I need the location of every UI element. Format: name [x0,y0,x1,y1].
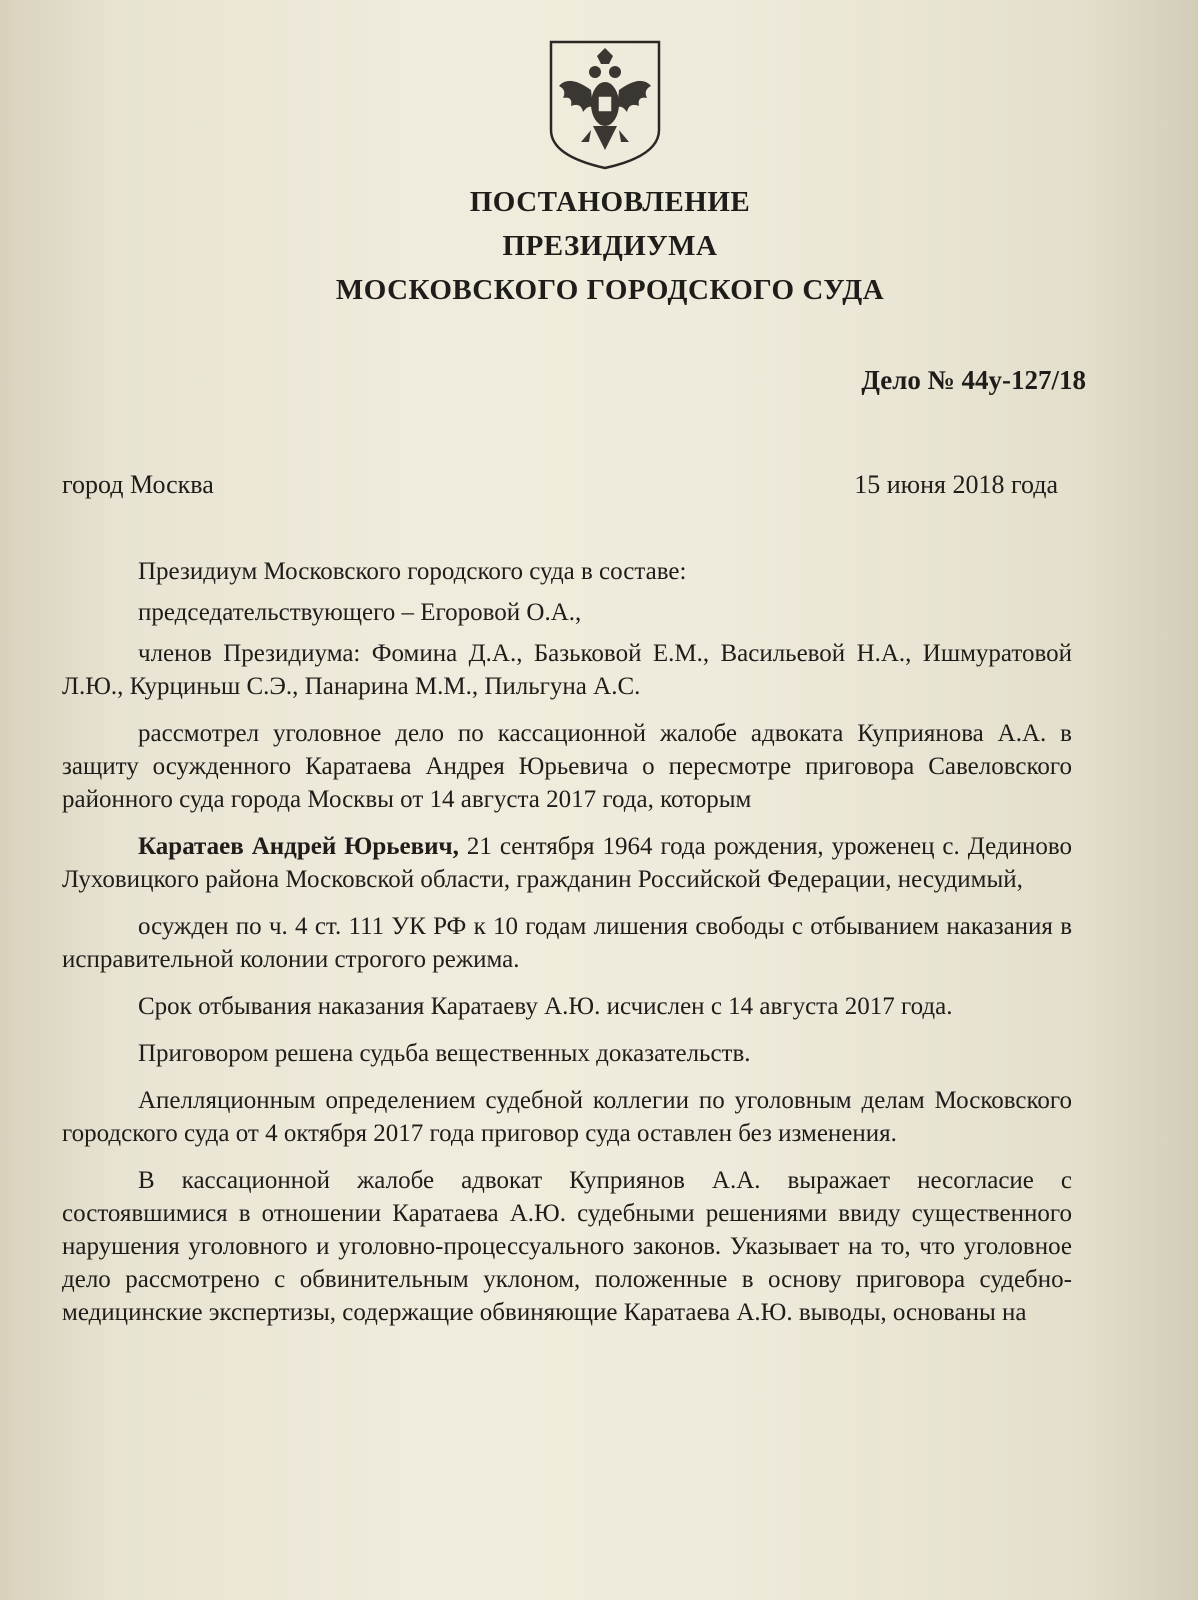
defendant-name: Каратаев Андрей Юрьевич, [138,833,459,860]
date: 15 июня 2018 года [854,470,1058,499]
document-body [62,555,1072,1343]
place-date-row [62,470,1058,500]
place: город Москва [62,470,214,499]
paragraph-evidence: Приговором решена судьба вещественных доказательств. [138,1040,751,1067]
heading-line-2: ПРЕЗИДИУМА [502,230,718,262]
paragraph-sentence: осужден по ч. 4 ст. 111 УК РФ к 10 годам лишения свободы с отбыванием наказания в исправительной колонии строгого режима. [62,913,1072,973]
case-number: Дело № 44у-127/18 [861,365,1086,395]
paragraph-appeal: Апелляционным определением судебной коллегии по уголовным делам Московского городского суда от 4 октября 2017 года приговор суда оставлен без изменения. [62,1087,1072,1147]
paragraph-considered: рассмотрел уголовное дело по кассационной жалобе адвоката Куприянова А.А. в защиту осужденного Каратаева Андрея Юрьевича о пересмотре приговора Савеловского районного суда города Москвы от 14 августа 2017 года, которым [62,720,1072,813]
paragraph-chairman: председательствующего – Егоровой О.А., [138,599,582,626]
heading-line-1: ПОСТАНОВЛЕНИЕ [469,186,751,218]
paragraph-cassation: В кассационной жалобе адвокат Куприянов А.А. выражает несогласие с состоявшимися в отношении Каратаева А.Ю. судебными решениями ввиду существенного нарушения уголовного и уголовно-процессуального законов. Указывает на то, что уголовное дело рассмотрено с обвинительным уклоном, положенные в основу приговора судебно-медицинские экспертизы, содержащие обвиняющие Каратаева А.Ю. выводы, основаны на [62,1167,1072,1326]
document-heading [300,180,920,312]
paragraph-members: членов Президиума: Фомина Д.А., Базьковой Е.М., Васильевой Н.А., Ишмуратовой Л.Ю., Курциньш С.Э., Панарина М.М., Пильгуна А.С. [62,640,1072,700]
paragraph-defendant [62,830,1072,896]
paragraph-term: Срок отбывания наказания Каратаеву А.Ю. исчислен с 14 августа 2017 года. [138,993,953,1020]
double-headed-eagle-icon [545,38,665,172]
paragraph-composition: Президиум Московского городского суда в составе: [138,558,687,585]
defendant-details: 21 сентября 1964 года рождения, уроженец с. Дединово Луховицкого района Московской области, гражданин Российской Федерации, несудимый, [62,833,1073,893]
heading-line-3: МОСКОВСКОГО ГОРОДСКОГО СУДА [335,274,885,306]
